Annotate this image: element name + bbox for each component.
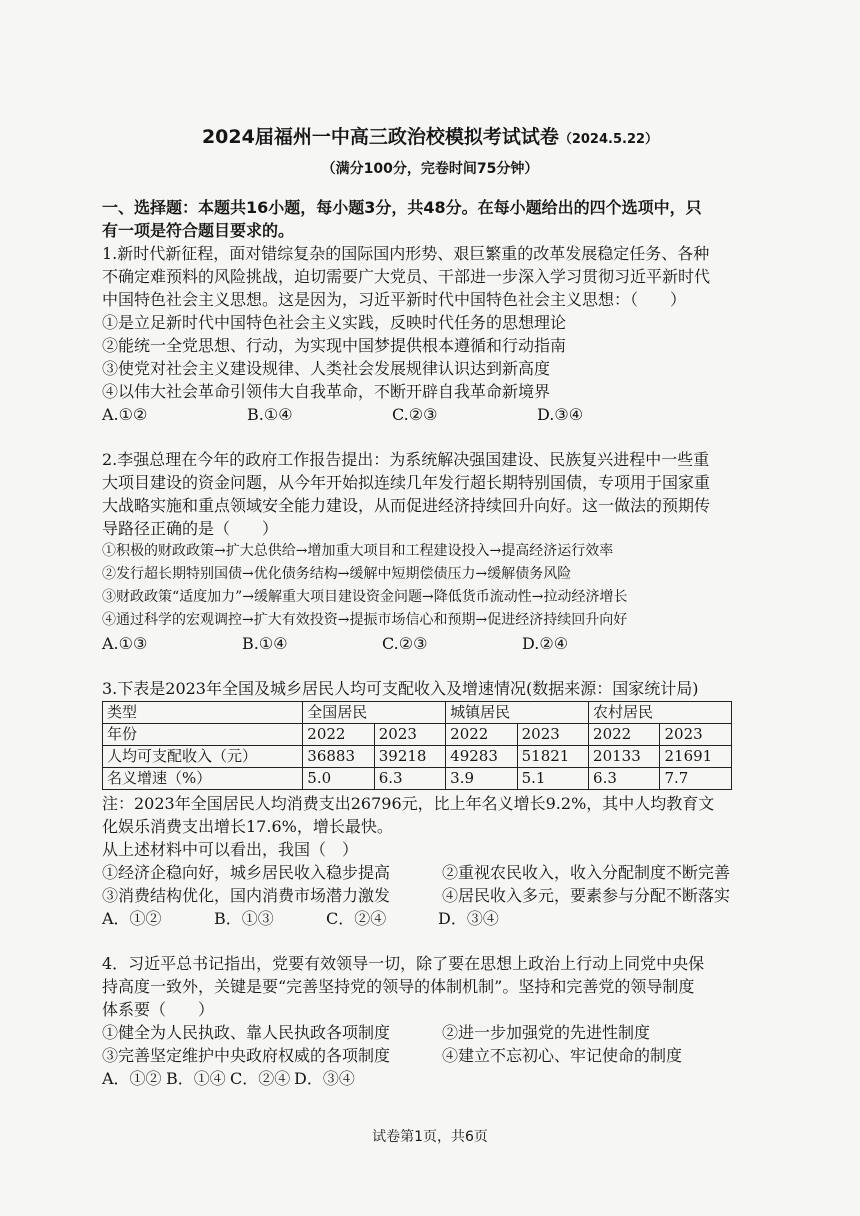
q3-stem: 3.下表是2023年全国及城乡居民人均可支配收入及增速情况(数据来源：国家统计局): [102, 679, 699, 698]
q4-item: ③完善坚定维护中央政府权威的各项制度: [102, 1046, 391, 1065]
q4-item: ④建立不忘初心、牢记使命的制度: [442, 1046, 683, 1065]
table-cell: 7.7: [660, 768, 732, 790]
table-row: [103, 746, 732, 768]
q4-option-b[interactable]: B．①④: [166, 1069, 226, 1088]
q3-item: ②重视农民收入，收入分配制度不断完善: [442, 863, 731, 882]
q1-stem-line: 中国特色社会主义思想。这是因为，习近平新时代中国特色社会主义思想：（ ）: [102, 290, 687, 309]
q3-options: [102, 907, 782, 930]
q2-stem-line: 2.李强总理在今年的政府工作报告提出：为系统解决强国建设、民族复兴进程中一些重: [102, 450, 710, 469]
question-4: [102, 952, 782, 1090]
q1-stem-line: 不确定难预料的风险挑战，迫切需要广大党员、干部进一步深入学习贯彻习近平新时代: [102, 267, 711, 286]
q3-option-c[interactable]: C．②④: [326, 909, 387, 928]
exam-title: [0, 122, 860, 149]
table-cell: 2023: [517, 724, 588, 746]
q2-stem-line: 导路径正确的是（ ）: [102, 519, 279, 538]
q4-stem-line: 持高度一致外，关键是要“完善坚持党的领导的体制机制”。坚持和完善党的领导制度: [102, 977, 695, 996]
table-cell: 2022: [589, 724, 660, 746]
table-cell: 39218: [374, 746, 445, 768]
q3-note-line: 注：2023年全国居民人均消费支出26796元，比上年名义增长9.2%，其中人均教育文: [102, 794, 715, 813]
q1-item: ②能统一全党思想、行动，为实现中国梦提供根本遵循和行动指南: [102, 336, 567, 355]
q1-stem-line: 1.新时代新征程，面对错综复杂的国际国内形势、艰巨繁重的改革发展稳定任务、各种: [102, 244, 710, 263]
table-cell: 49283: [446, 746, 517, 768]
q1-item: ③使党对社会主义建设规律、人类社会发展规律认识达到新高度: [102, 359, 551, 378]
q3-note-line: 化娱乐消费支出增长17.6%，增长最快。: [102, 817, 393, 836]
table-cell: 51821: [517, 746, 588, 768]
q1-item: ④以伟大社会革命引领伟大自我革命，不断开辟自我革命新境界: [102, 382, 551, 401]
q1-option-d[interactable]: D.③④: [537, 405, 584, 424]
q3-option-b[interactable]: B．①③: [214, 909, 274, 928]
table-row: [103, 768, 732, 790]
exam-content: [102, 196, 782, 1090]
q4-stem-line: 体系要（ ）: [102, 1000, 215, 1019]
q4-item: ②进一步加强党的先进性制度: [442, 1023, 651, 1042]
table-header-row: [103, 702, 732, 724]
q2-options: [102, 632, 782, 655]
q2-stem-line: 大项目建设的资金问题，从今年开始拟连续几年发行超长期特别国债，专项用于国家重: [102, 473, 711, 492]
question-3: [102, 677, 782, 930]
q3-item: ④居民收入多元，要素参与分配不断落实: [442, 886, 731, 905]
table-cell: 3.9: [446, 768, 517, 790]
q1-option-b[interactable]: B.①④: [247, 405, 293, 424]
q2-item: ②发行超长期特别国债→优化债务结构→缓解中短期偿债压力→缓解债务风险: [102, 566, 572, 582]
table-cell: 类型: [103, 702, 303, 724]
table-cell: 城镇居民: [446, 702, 589, 724]
q3-item: ①经济企稳向好，城乡居民收入稳步提高: [102, 863, 391, 882]
table-cell: 人均可支配收入（元）: [103, 746, 303, 768]
q2-option-c[interactable]: C.②③: [382, 634, 428, 653]
q3-option-a[interactable]: A．①②: [102, 909, 162, 928]
q2-stem-line: 大战略实施和重点领域安全能力建设，从而促进经济持续回升向好。这一做法的预期传: [102, 496, 711, 515]
q4-item: ①健全为人民执政、靠人民执政各项制度: [102, 1023, 391, 1042]
q3-option-d[interactable]: D．③④: [438, 909, 499, 928]
section-heading-line-1: 一、选择题：本题共16小题，每小题3分，共48分。在每小题给出的四个选项中，只: [102, 198, 702, 217]
table-cell: 全国居民: [303, 702, 446, 724]
table-cell: 6.3: [589, 768, 660, 790]
table-cell: 2023: [660, 724, 732, 746]
q3-items-row: [102, 861, 782, 884]
q4-items-row: [102, 1044, 782, 1067]
exam-subtitle: （满分100分，完卷时间75分钟）: [321, 161, 539, 177]
q4-option-c[interactable]: C．②④: [230, 1069, 291, 1088]
q1-option-a[interactable]: A.①②: [102, 405, 148, 424]
question-1: [102, 242, 782, 426]
table-cell: 2023: [374, 724, 445, 746]
q2-item: ④通过科学的宏观调控→扩大有效投资→提振市场信心和预期→促进经济持续回升向好: [102, 612, 628, 628]
table-row: [103, 724, 732, 746]
q2-item: ③财政政策“适度加力”→缓解重大项目建设资金问题→降低货币流动性→拉动经济增长: [102, 589, 628, 605]
q4-items-row: [102, 1021, 782, 1044]
table-cell: 名义增速（%）: [103, 768, 303, 790]
q4-option-d[interactable]: D．③④: [294, 1069, 355, 1088]
income-table: [102, 701, 732, 790]
q1-option-c[interactable]: C.②③: [392, 405, 438, 424]
table-cell: 2022: [446, 724, 517, 746]
q2-option-b[interactable]: B.①④: [242, 634, 288, 653]
table-cell: 21691: [660, 746, 732, 768]
table-cell: 5.1: [517, 768, 588, 790]
table-cell: 年份: [103, 724, 303, 746]
exam-date: （2024.5.22）: [558, 132, 659, 147]
table-cell: 36883: [303, 746, 374, 768]
section-heading-line-2: 有一项是符合题目要求的。: [102, 221, 295, 240]
q3-ask: 从上述材料中可以看出，我国（ ）: [102, 840, 359, 859]
q3-item: ③消费结构优化，国内消费市场潜力激发: [102, 886, 391, 905]
q2-option-a[interactable]: A.①③: [102, 634, 148, 653]
q2-option-d[interactable]: D.②④: [522, 634, 569, 653]
table-cell: 2022: [303, 724, 374, 746]
table-cell: 5.0: [303, 768, 374, 790]
table-cell: 农村居民: [589, 702, 732, 724]
exam-title-text: 2024届福州一中高三政治校模拟考试试卷: [201, 126, 559, 148]
question-2: [102, 448, 782, 655]
q1-item: ①是立足新时代中国特色社会主义实践，反映时代任务的思想理论: [102, 313, 567, 332]
table-cell: 20133: [589, 746, 660, 768]
page-footer: 试卷第1页，共6页: [372, 1129, 488, 1145]
table-cell: 6.3: [374, 768, 445, 790]
q4-option-a[interactable]: A．①②: [102, 1069, 162, 1088]
q4-options: [102, 1067, 782, 1090]
q2-item: ①积极的财政政策→扩大总供给→增加重大项目和工程建设投入→提高经济运行效率: [102, 543, 614, 559]
q4-stem-line: 4．习近平总书记指出，党要有效领导一切，除了要在思想上政治上行动上同党中央保: [102, 954, 705, 973]
q1-options: [102, 403, 782, 426]
q3-items-row: [102, 884, 782, 907]
